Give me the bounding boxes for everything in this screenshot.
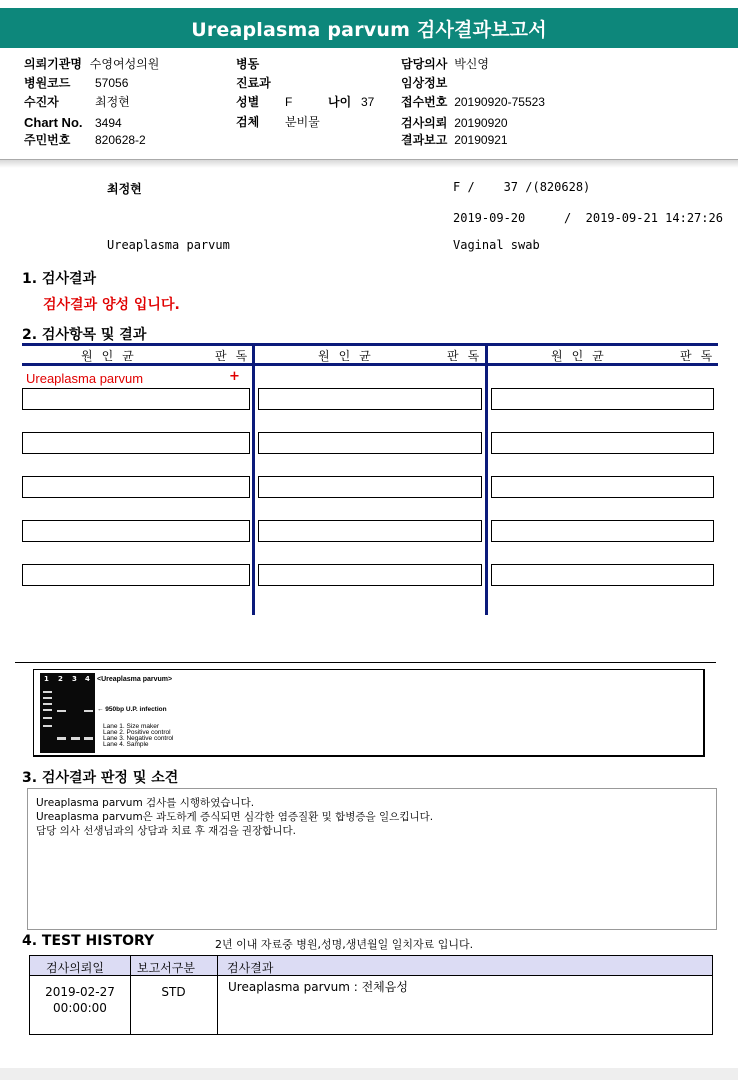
- history-col-divider: [217, 956, 218, 1034]
- result-cell: [258, 432, 482, 454]
- result-cell: [491, 564, 714, 586]
- overall-result: 검사결과 양성 입니다.: [43, 297, 180, 313]
- history-result: Ureaplasma parvum : 전체음성: [228, 980, 408, 994]
- resident-row: [24, 131, 146, 149]
- report-title: Ureaplasma parvum 검사결과보고서: [191, 18, 547, 41]
- result-cell: [22, 476, 250, 498]
- gel-band: [43, 697, 52, 699]
- gel-band: [57, 737, 66, 740]
- col-organism-2: 원인균: [318, 349, 380, 363]
- doctor-row: [401, 55, 489, 73]
- history-header-row: [30, 956, 712, 976]
- history-table: [29, 955, 713, 1035]
- section-3-title: 3. 검사결과 판정 및 소견: [22, 770, 179, 786]
- request-row: [401, 114, 508, 132]
- col-judgement-3: 판독: [680, 349, 722, 363]
- dept-label: 진료과: [236, 76, 271, 90]
- chart-label: Chart No.: [24, 115, 83, 130]
- receipt-row: [401, 93, 545, 111]
- gel-legend-item: Lane 3. Negative control: [103, 735, 174, 742]
- report-value: 20190921: [454, 133, 508, 147]
- ward-label: 병동: [236, 57, 260, 71]
- report-label: 결과보고: [401, 133, 448, 147]
- gel-band: [43, 691, 52, 693]
- history-date: 2019-02-27: [45, 985, 115, 999]
- table-col-divider-2: [485, 343, 488, 615]
- summary-sex-age: F / 37 /(820628): [453, 180, 591, 194]
- gel-legend-item: Lane 2. Positive control: [103, 729, 171, 736]
- hospital-code-row: [24, 74, 129, 92]
- doctor-label: 담당의사: [401, 57, 448, 71]
- table-top-rule: [22, 343, 718, 346]
- col-judgement-1: 판독: [215, 349, 257, 363]
- summary-date-from: 2019-09-20: [453, 211, 526, 225]
- lane-number: 1: [44, 675, 49, 683]
- doctor-value: 박신영: [454, 57, 489, 71]
- gel-title: <Ureaplasma parvum>: [97, 676, 173, 683]
- receipt-value: 20190920-75523: [454, 95, 545, 109]
- gel-band: [43, 717, 52, 719]
- history-col-result: 검사결과: [227, 961, 274, 975]
- summary-date-to: / 2019-09-21 14:27:26: [564, 211, 723, 225]
- result-cell: [22, 388, 250, 410]
- result-cell: [258, 564, 482, 586]
- clinical-row: [401, 74, 447, 92]
- organism-result: +: [229, 369, 240, 384]
- receipt-label: 접수번호: [401, 95, 448, 109]
- result-cell: [22, 564, 250, 586]
- history-time: 00:00:00: [53, 1001, 107, 1015]
- result-cell: [22, 520, 250, 542]
- gel-band: [43, 703, 52, 705]
- report-row: [401, 131, 508, 149]
- sex-label: 성별: [236, 95, 260, 109]
- patient-row: [24, 93, 130, 111]
- result-cell: [258, 476, 482, 498]
- resident-label: 주민번호: [24, 133, 71, 147]
- institution-value: 수영여성의원: [89, 57, 160, 71]
- dept-row: [236, 74, 271, 92]
- specimen-value: 분비물: [285, 115, 320, 129]
- report-title-bar: [0, 8, 738, 48]
- summary-test-name: Ureaplasma parvum: [107, 238, 230, 252]
- request-value: 20190920: [454, 116, 508, 130]
- footer-bar: [0, 1068, 738, 1080]
- opinion-line: 담당 의사 선생님과의 상담과 치료 후 재검을 권장합니다.: [36, 825, 296, 837]
- opinion-line: Ureaplasma parvum 검사를 시행하였습니다.: [36, 797, 255, 809]
- gel-band: [71, 737, 80, 740]
- hospital-code-value: 57056: [95, 76, 129, 90]
- sex-row: [236, 93, 375, 111]
- result-cell: [491, 432, 714, 454]
- history-type: STD: [161, 985, 186, 999]
- age-value: 37: [361, 95, 375, 109]
- resident-value: 820628-2: [95, 133, 146, 147]
- section-2-title: 2. 검사항목 및 결과: [22, 327, 147, 343]
- ward-row: [236, 55, 259, 73]
- result-cell: [491, 388, 714, 410]
- clinical-label: 임상정보: [401, 76, 448, 90]
- section-4-title: 4. TEST HISTORY: [22, 933, 155, 949]
- gel-legend-item: Lane 4. Sample: [103, 741, 149, 748]
- table-col-divider-1: [252, 343, 255, 615]
- sex-value: F: [285, 95, 293, 109]
- gel-band: [43, 725, 52, 727]
- lane-number: 3: [72, 675, 77, 683]
- chart-value: 3494: [95, 116, 122, 130]
- patient-value: 최정현: [95, 95, 130, 109]
- section-separator: [15, 662, 716, 663]
- result-cell: [22, 432, 250, 454]
- result-cell: [258, 520, 482, 542]
- history-col-date: 검사의뢰일: [46, 961, 104, 975]
- specimen-label: 검체: [236, 115, 260, 129]
- gel-electrophoresis-image: [40, 673, 95, 753]
- lane-number: 2: [58, 675, 63, 683]
- result-cell: [491, 520, 714, 542]
- gel-band: [84, 737, 93, 740]
- gel-band: [84, 710, 93, 712]
- opinion-line: Ureaplasma parvum은 과도하게 증식되면 심각한 염증질환 및 합병증을 일으킵니다.: [36, 811, 434, 823]
- organism-name: Ureaplasma parvum: [26, 371, 144, 386]
- request-label: 검사의뢰: [401, 116, 448, 130]
- institution-row: [24, 55, 159, 73]
- age-label: 나이: [328, 95, 352, 109]
- summary-name: 최정현: [107, 182, 142, 196]
- hospital-code-label: 병원코드: [24, 76, 71, 90]
- summary-specimen: Vaginal swab: [453, 238, 540, 252]
- history-col-type: 보고서구분: [137, 961, 195, 975]
- chart-row: [24, 114, 122, 132]
- gel-band: [57, 710, 66, 712]
- gel-marker-label: ← 950bp U.P. infection: [97, 706, 167, 713]
- specimen-row: [236, 113, 320, 131]
- result-cell: [258, 388, 482, 410]
- patient-label: 수진자: [24, 95, 59, 109]
- col-organism-1: 원인균: [81, 349, 143, 363]
- header-shadow: [0, 160, 738, 168]
- section-1-title: 1. 검사결과: [22, 271, 97, 287]
- gel-band: [43, 709, 52, 711]
- history-note: 2년 이내 자료중 병원,성명,생년월일 일치자료 입니다.: [215, 938, 474, 951]
- result-cell: [491, 476, 714, 498]
- col-judgement-2: 판독: [447, 349, 489, 363]
- lane-number: 4: [85, 675, 90, 683]
- col-organism-3: 원인균: [551, 349, 613, 363]
- institution-label: 의뢰기관명: [24, 57, 82, 71]
- gel-legend-item: Lane 1. Size maker: [103, 723, 160, 730]
